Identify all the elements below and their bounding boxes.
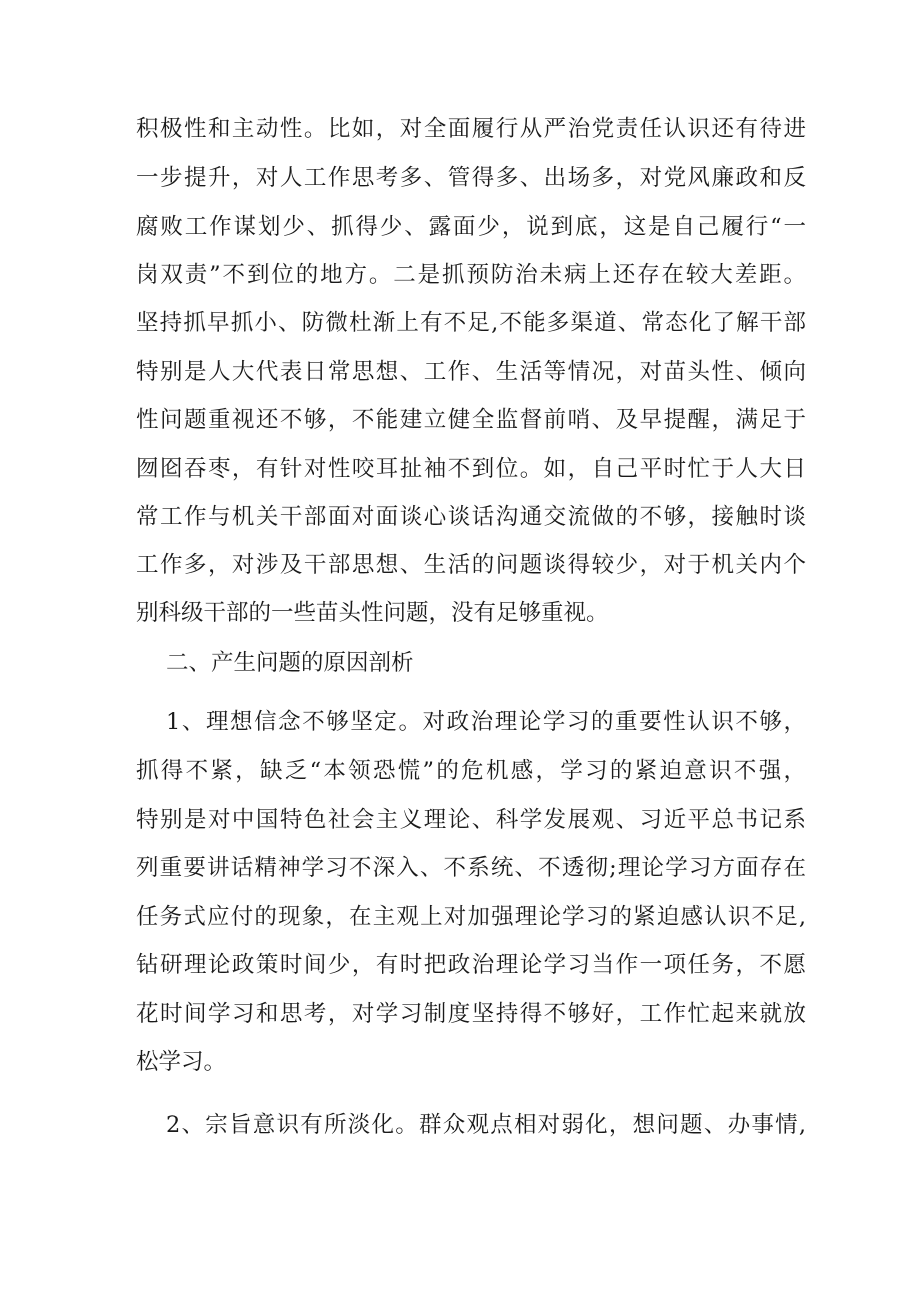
paragraph-line: 工作多，对涉及干部思想、生活的问题谈得较少，对于机关内个 [136,552,806,578]
paragraph-line: 别科级干部的一些苗头性问题，没有足够重视。 [136,600,609,626]
paragraph-line: 性问题重视还不够，不能建立健全监督前哨、及早提醒，满足于 [136,407,806,433]
paragraph-line: 2、宗旨意识有所淡化。群众观点相对弱化，想问题、办事情, [166,1112,806,1138]
paragraph-line: 任务式应付的现象，在主观上对加强理论学习的紧迫感认识不足, [136,904,806,930]
paragraph-line: 积极性和主动性。比如，对全面履行从严治党责任认识还有待进 [136,116,806,142]
paragraph-line: 抓得不紧，缺乏“本领恐慌”的危机感，学习的紧迫意识不强， [136,758,806,784]
paragraph-line: 常工作与机关干部面对面谈心谈话沟通交流做的不够，接触时谈 [136,504,806,530]
paragraph-line: 特别是对中国特色社会主义理论、科学发展观、习近平总书记系 [136,807,806,833]
paragraph-line: 花时间学习和思考，对学习制度坚持得不够好，工作忙起来就放 [136,1001,806,1027]
paragraph-line: 1、理想信念不够坚定。对政治理论学习的重要性认识不够， [166,709,806,735]
paragraph-line: 列重要讲话精神学习不深入、不系统、不透彻;理论学习方面存在 [136,855,806,881]
paragraph-line: 腐败工作谋划少、抓得少、露面少，说到底，这是自己履行“一 [136,214,806,240]
paragraph-line: 坚持抓早抓小、防微杜渐上有不足,不能多渠道、常态化了解干部 [136,310,806,336]
paragraph-line: 钻研理论政策时间少，有时把政治理论学习当作一项任务，不愿 [136,952,806,978]
paragraph-line: 一步提升，对人工作思考多、管得多、出场多，对党风廉政和反 [136,165,806,191]
paragraph-line: 松学习。 [136,1049,227,1075]
paragraph-line: 岗双责”不到位的地方。二是抓预防治未病上还存在较大差距。 [136,262,806,288]
paragraph-line: 特别是人大代表日常思想、工作、生活等情况，对苗头性、倾向 [136,359,806,385]
paragraph-line: 囫囵吞枣，有针对性咬耳扯袖不到位。如，自己平时忙于人大日 [136,456,806,482]
section-heading: 二、产生问题的原因剖析 [166,650,414,676]
